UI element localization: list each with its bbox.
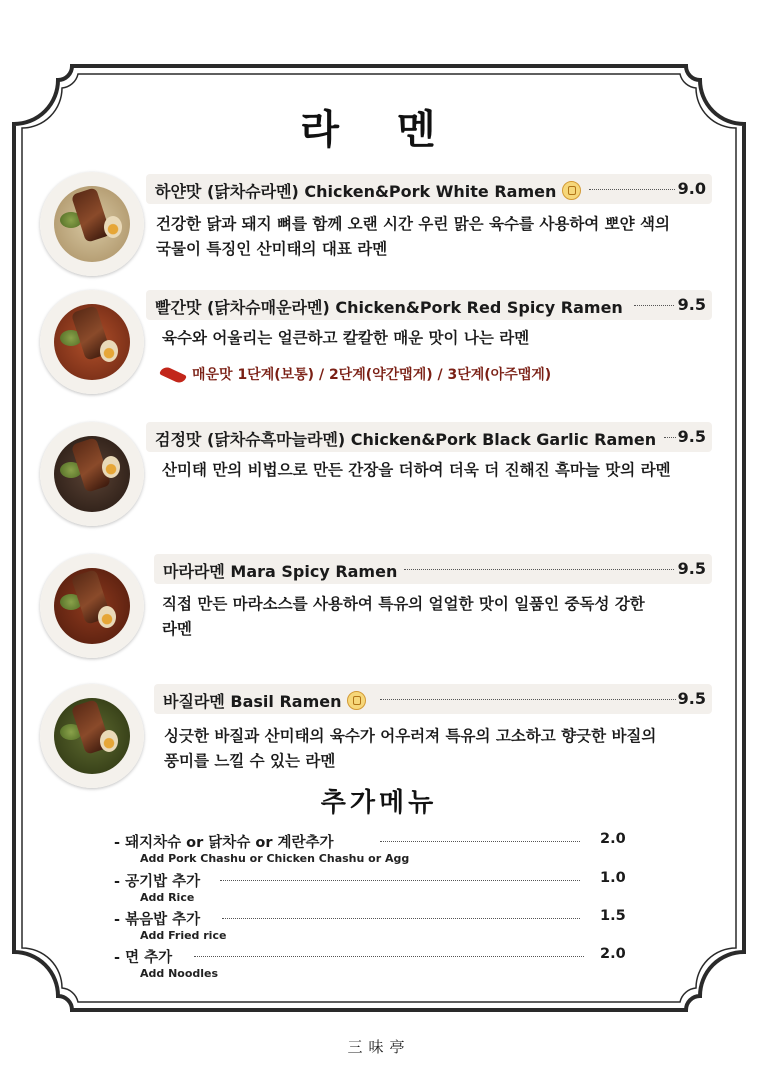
- ramen-name: 검정맛 (닭차슈흑마늘라멘) Chicken&Pork Black Garlic Ramen: [155, 430, 657, 449]
- ramen-name: 바질라멘 Basil Ramen: [163, 692, 342, 711]
- restaurant-name: 三味亭: [347, 1038, 411, 1056]
- extra-price: 2.0: [600, 946, 626, 962]
- extra-name-ko: - 공기밥 추가: [114, 870, 204, 891]
- extra-name-ko: - 볶음밥 추가: [114, 908, 204, 929]
- price-leader: [222, 918, 580, 919]
- extra-name-en: Add Pork Chashu or Chicken Chashu or Agg: [140, 852, 410, 865]
- ramen-description: 육수와 어울리는 얼큰하고 칼칼한 매운 맛이 나는 라멘: [162, 329, 530, 347]
- ramen-name-bar: [146, 174, 712, 204]
- ramen-price: 9.5: [677, 427, 706, 446]
- extra-price: 1.5: [600, 908, 626, 924]
- price-leader: [404, 569, 674, 570]
- price-leader: [380, 841, 580, 842]
- ramen-name-bar: [146, 290, 712, 320]
- thumbs-up-icon: [562, 181, 581, 200]
- ramen-price: 9.0: [677, 179, 706, 198]
- mara-ramen-photo: [40, 554, 144, 658]
- ramen-description: 산미태 만의 비법으로 만든 간장을 더하여 더욱 더 진해진 흑마늘 맛의 라멘: [162, 461, 671, 479]
- price-leader: [220, 880, 580, 881]
- menu-title: 라 멘: [300, 106, 458, 153]
- extra-name-ko: - 면 추가: [114, 946, 176, 967]
- ramen-name-bar: [154, 684, 712, 714]
- extra-name-en: Add Noodles: [140, 967, 219, 980]
- red-ramen-photo: [40, 290, 144, 394]
- price-leader: [589, 189, 675, 190]
- extra-name-ko: - 돼지차슈 or 닭차슈 or 계란추가: [114, 831, 338, 852]
- ramen-name: 마라라멘 Mara Spicy Ramen: [163, 562, 398, 581]
- ramen-name-bar: [146, 422, 712, 452]
- extra-name-en: Add Rice: [140, 891, 195, 904]
- ramen-name-bar: [154, 554, 712, 584]
- ramen-price: 9.5: [677, 559, 706, 578]
- ramen-name: 하얀맛 (닭차슈라멘) Chicken&Pork White Ramen: [155, 182, 557, 201]
- price-leader: [194, 956, 584, 957]
- ramen-price: 9.5: [677, 689, 706, 708]
- ramen-name: 빨간맛 (닭차슈매운라멘) Chicken&Pork Red Spicy Ramen: [155, 298, 623, 317]
- thumbs-up-icon: [347, 691, 366, 710]
- extra-price: 1.0: [600, 870, 626, 886]
- extra-price: 2.0: [600, 831, 626, 847]
- ramen-description: 싱긋한 바질과 산미태의 육수가 어우러져 특유의 고소하고 향긋한 바질의 풍미를 느낄 수 있는 라멘: [164, 727, 657, 770]
- price-leader: [634, 305, 674, 306]
- chili-pepper-icon: [159, 365, 187, 385]
- price-leader: [380, 699, 676, 700]
- basil-ramen-photo: [40, 684, 144, 788]
- ramen-description: 직접 만든 마라소스를 사용하여 특유의 얼얼한 맛이 일품인 중독성 강한 라멘: [162, 595, 645, 638]
- price-leader: [664, 437, 676, 438]
- white-ramen-photo: [40, 172, 144, 276]
- extra-name-en: Add Fried rice: [140, 929, 227, 942]
- extras-title: 추가메뉴: [320, 788, 438, 818]
- ramen-description: 건강한 닭과 돼지 뼈를 함께 오랜 시간 우린 맑은 육수를 사용하여 뽀얀 색의 국물이 특징인 산미태의 대표 라멘: [156, 215, 670, 258]
- ramen-price: 9.5: [677, 295, 706, 314]
- black-ramen-photo: [40, 422, 144, 526]
- spice-levels: 매운맛 1단계(보통) / 2단계(약간맵게) / 3단계(아주맵게): [160, 364, 551, 384]
